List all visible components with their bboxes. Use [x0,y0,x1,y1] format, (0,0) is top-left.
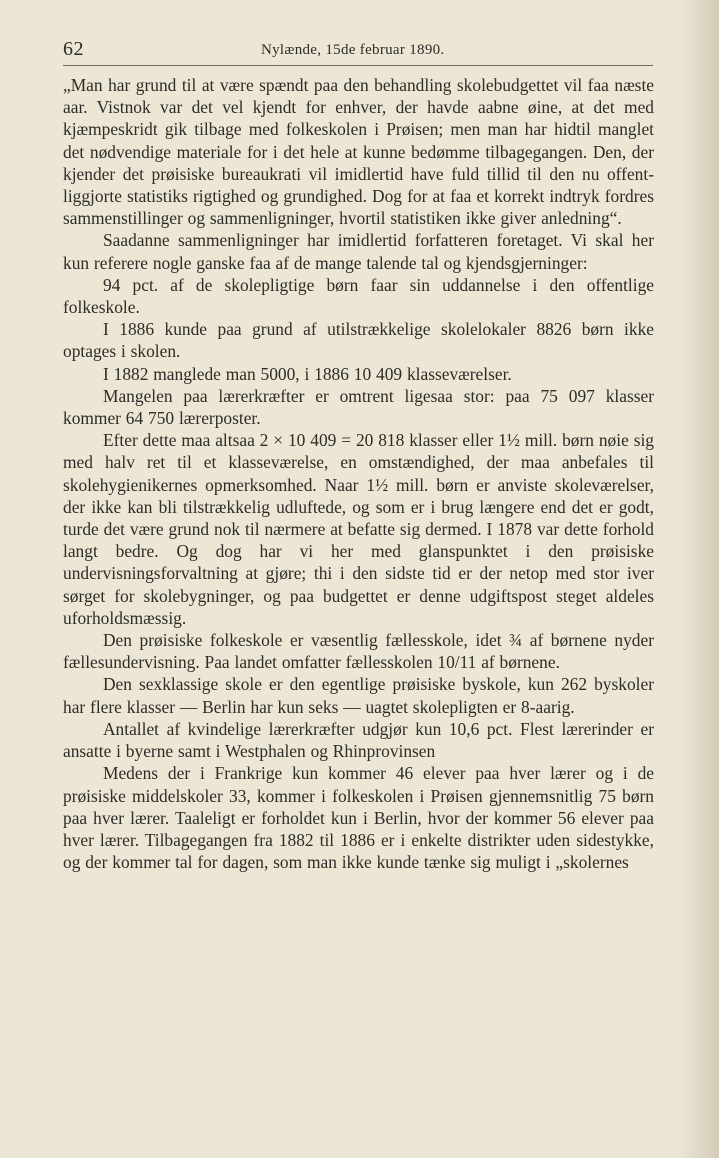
paragraph: Mangelen paa lærerkræfter er omtrent ligesaa stor: paa 75 097 klasser kommer 64 750 lærerposter. [63,385,654,429]
page-number: 62 [63,38,84,60]
paragraph: Efter dette maa altsaa 2 × 10 409 = 20 818 klasser eller 1½ mill. børn nøie sig med halv ret til et klasseværelse, en omstændighed, der maa anbefales til skolehygienikernes opmerksomhed. Naar 1½ mill. børn er anviste skoleværelser, der ikke kan bli tilstrækkelig udluftede, og som er i brug længere end det er godt, turde det være grund nok til nærmere at befatte sig dermed. I 1878 var dette forhold langt bedre. Og dog har vi her med glanspunktet i den prøisiske undervisningsforvaltning at gjøre; thi i den sidste tid er der netop med stor iver sørget for skolebygninger, og paa budgettet er denne udgiftspost steget aldeles uforholdsmæssig. [63,430,654,628]
paragraph: Den prøisiske folkeskole er væsentlig fællesskole, idet ¾ af børnene nyder fællesundervisning. Paa landet omfatter fællesskolen 10/11 af børnene. [63,630,654,673]
article-body [63,74,654,873]
page-edge-shadow [679,0,719,1158]
paragraph: I 1886 kunde paa grund af utilstrækkelige skolelokaler 8826 børn ikke optages i skolen. [63,319,654,362]
paragraph-quote: „Man har grund til at være spændt paa den behandling skolebudgettet vil faa næste aar. Vistnok var det vel kjendt for enhver, der havde aabne øine, at det med kjæmpeskridt gik tilbage med folkeskolen i Prøisen; men man har hidtil manglet det nødvendige materiale for i det hele at kunne bedømme tilbagegangen. Den, der kjender det prøisiske bureaukrati vil imidlertid have fuld tillid til den nu offentliggjorte statistiks rigtighed og grundighed. Dog for at faa et korrekt indtryk fordres sammenstillinger og sammenligninger, hvortil statistiken ikke giver anledning“. [63,75,654,229]
page-header [63,36,653,66]
paragraph: Den sexklassige skole er den egentlige prøisiske byskole, kun 262 byskoler har flere klasser — Berlin har kun seks — uagtet skolepligten er 8-aarig. [63,674,654,717]
paragraph: I 1882 manglede man 5000, i 1886 10 409 klasseværelser. [103,363,512,384]
header-rule [63,65,653,66]
paragraph: Saadanne sammenligninger har imidlertid forfatteren foretaget. Vi skal her kun referere nogle ganske faa af de mange talende tal og kjendsgjerninger: [63,230,654,273]
running-head: Nylænde, 15de februar 1890. [261,42,445,58]
paragraph: Medens der i Frankrige kun kommer 46 elever paa hver lærer og i de prøisiske middelskoler 33, kommer i folkeskolen i Prøisen gjennemsnitlig 75 børn paa hver lærer. Taaleligt er forholdet kun i Berlin, hvor der kommer 56 elever paa hver lærer. Tilbagegangen fra 1882 til 1886 er i enkelte distrikter uden sidestykke, og der kommer tal for dagen, som man ikke kunde tænke sig muligt i „skolernes [63,763,654,873]
paragraph: Antallet af kvindelige lærerkræfter udgjør kun 10,6 pct. Flest lærerinder er ansatte i byerne samt i Westphalen og Rhinprovinsen [63,718,654,762]
paragraph: 94 pct. af de skolepligtige børn faar sin uddannelse i den offentlige folkeskole. [63,274,654,318]
